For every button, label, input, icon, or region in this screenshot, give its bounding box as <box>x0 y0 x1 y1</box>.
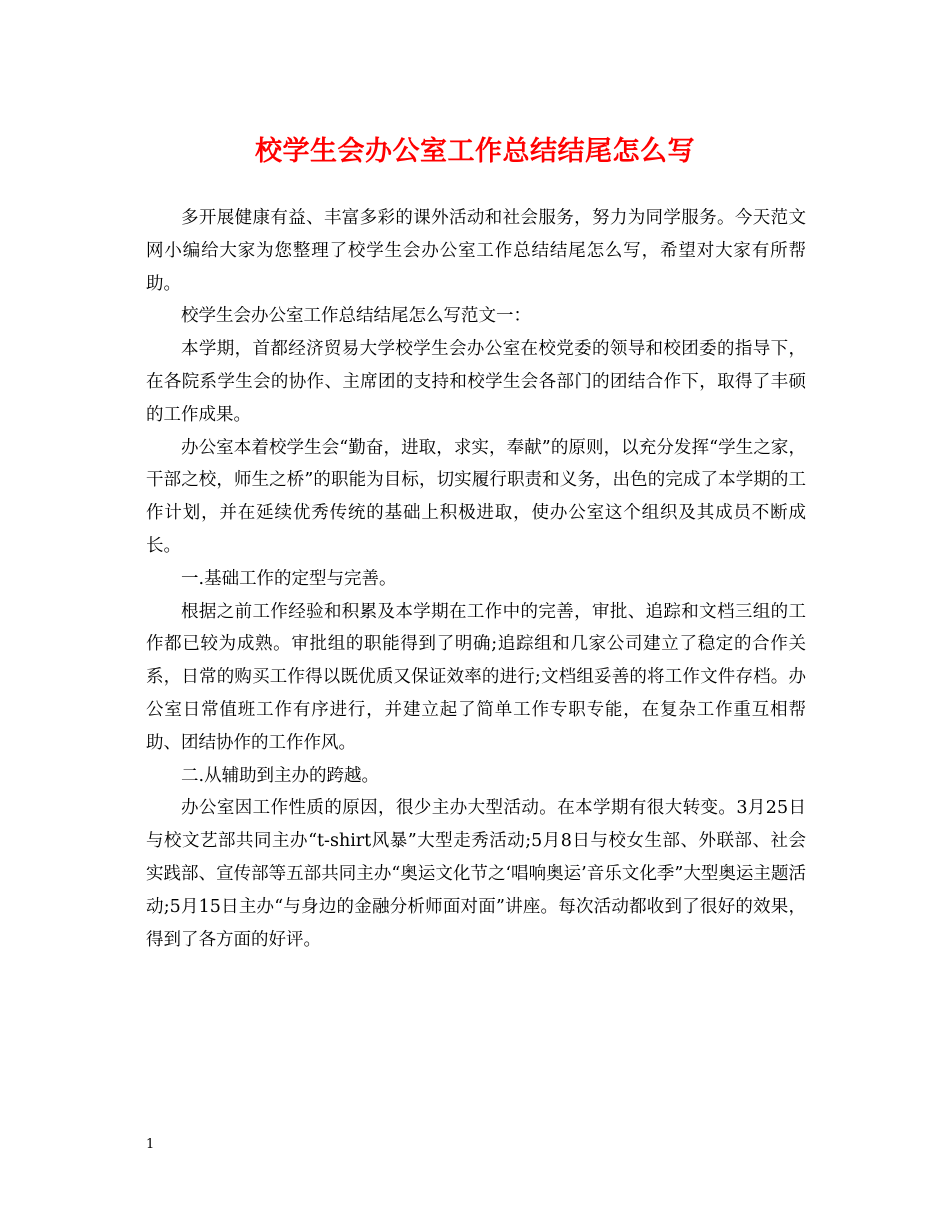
paragraph-semester-summary: 本学期，首都经济贸易大学校学生会办公室在校党委的领导和校团委的指导下，在各院系学生会的协作、主席团的支持和校学生会各部门的团结合作下，取得了丰硕的工作成果。 <box>146 339 806 425</box>
paragraph-basic-work: 根据之前工作经验和积累及本学期在工作中的完善，审批、追踪和文档三组的工作都已较为成熟。审批组的职能得到了明确;追踪组和几家公司建立了稳定的合作关系，日常的购买工作得以既优质又保证效率的进行;文档组妥善的将工作文件存档。办公室日常值班工作有序进行，并建立起了简单工作专职专能，在复杂工作重互相帮助、团结协作的工作作风。 <box>146 601 806 753</box>
paragraph-events: 办公室因工作性质的原因，很少主办大型活动。在本学期有很大转变。3月25日与校文艺部共同主办“t-shirt风暴”大型走秀活动;5月8日与校女生部、外联部、社会实践部、宣传部等五部共同主办“奥运文化节之‘唱响奥运’音乐文化季”大型奥运主题活动;5月15日主办“与身边的金融分析师面对面”讲座。每次活动都收到了很好的效果，得到了各方面的好评。 <box>146 798 806 950</box>
section-heading-1: 一.基础工作的定型与完善。 <box>181 568 397 589</box>
paragraph-office-principles: 办公室本着校学生会“勤奋，进取，求实，奉献”的原则，以充分发挥“学生之家，干部之校，师生之桥”的职能为目标，切实履行职责和义务，出色的完成了本学期的工作计划，并在延续优秀传统的基础上积极进取，使办公室这个组织及其成员不断成长。 <box>146 437 806 556</box>
paragraph-intro: 多开展健康有益、丰富多彩的课外活动和社会服务，努力为同学服务。今天范文网小编给大家为您整理了校学生会办公室工作总结结尾怎么写，希望对大家有所帮助。 <box>146 208 806 294</box>
document-body <box>146 202 806 956</box>
page-number: 1 <box>146 1137 155 1152</box>
page-title: 校学生会办公室工作总结结尾怎么写 <box>255 136 695 167</box>
section-heading-2: 二.从辅助到主办的跨越。 <box>181 765 380 786</box>
paragraph-sample-heading: 校学生会办公室工作总结结尾怎么写范文一： <box>181 306 531 327</box>
